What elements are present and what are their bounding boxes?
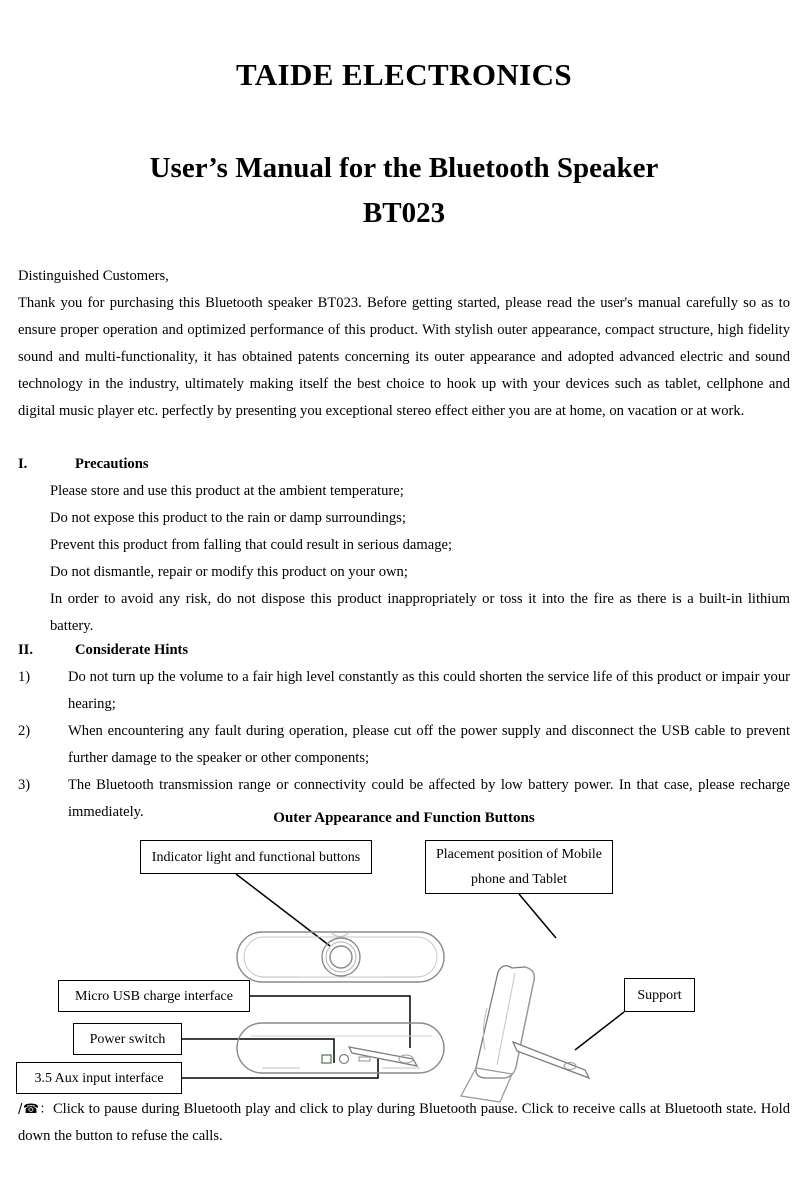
precaution-line: Please store and use this product at the ambient temperature; (50, 483, 404, 499)
list-text: Do not turn up the volume to a fair high level constantly as this could shorten the service life of this product or impair your hearing; (68, 669, 790, 712)
callout-support (624, 978, 695, 1012)
section-heading (18, 451, 790, 478)
list-marker: 1) (18, 669, 31, 685)
leader-line-support (575, 1012, 624, 1050)
callout-label: Power switch (89, 1031, 166, 1047)
speaker-3d-base (461, 1068, 512, 1102)
callout-micro-usb (58, 980, 250, 1012)
speaker-body-inner (244, 937, 437, 977)
callout-aux-input (16, 1062, 182, 1094)
list-item (18, 664, 790, 718)
precaution-line: Do not expose this product to the rain or damp surroundings; (50, 510, 406, 526)
document-title-line2: BT023 (362, 197, 446, 229)
precaution-line: Prevent this product from falling that could result in serious damage; (50, 537, 453, 553)
intro-paragraph: Thank you for purchasing this Bluetooth speaker BT023. Before getting started, please read the user's manual carefully so as to ensure proper operation and optimized performance of this product. With stylish outer appearance, compact structure, high fidelity sound and multi-functionality, it has obtained patents concerning its outer appearance and adopted advanced electric and sound technology in the industry, ultimately making itself the best choice to hook up with your devices such as tablet, cellphone and digital music player etc. perfectly by presenting you exceptional stereo effect either you are at home, on vacation or at work. (18, 295, 790, 419)
precaution-line: In order to avoid any risk, do not dispose this product inappropriately or toss it into the fire as there is a built-in lithium battery. (50, 591, 790, 634)
speaker-body-outline (237, 932, 444, 982)
section-numeral: II. (18, 642, 34, 658)
footnote-text: Click to pause during Bluetooth play and click to play during Bluetooth pause. Click to receive calls at Bluetooth state. Hold down the button to refuse the calls. (18, 1101, 790, 1144)
product-diagram (0, 810, 808, 1105)
callout-power-switch (73, 1023, 182, 1055)
callout-label-line2: phone and Tablet (471, 872, 567, 887)
callout-label: 3.5 Aux input interface (34, 1070, 164, 1086)
section-numeral: I. (18, 456, 28, 472)
diagram-illustration (0, 810, 808, 1105)
callout-label: Support (637, 987, 682, 1003)
document-title-line1: User’s Manual for the Bluetooth Speaker (149, 152, 659, 184)
section-title: Considerate Hints (75, 642, 189, 658)
section-considerate-hints (18, 637, 790, 826)
speaker-perspective-view (461, 966, 589, 1102)
list-text: The Bluetooth transmission range or connectivity could be affected by low battery power. In that case, please recharge immediately. (68, 777, 790, 820)
diagram-title: Outer Appearance and Function Buttons (273, 810, 535, 826)
callout-label-line1: Placement position of Mobile (435, 847, 603, 862)
callout-label: Indicator light and functional buttons (151, 849, 361, 865)
list-item (18, 718, 790, 772)
center-button-inner (330, 946, 352, 968)
speaker-bottom-view (237, 1023, 444, 1073)
callout-placement-position (425, 840, 613, 894)
micro-usb-port (322, 1055, 331, 1063)
speaker-3d-side-edge (505, 967, 534, 1078)
document-title (0, 146, 808, 236)
section-precautions (18, 451, 790, 640)
leader-line-power (182, 1039, 334, 1063)
precaution-line: Do not dismantle, repair or modify this product on your own; (50, 564, 408, 580)
speaker-3d-seam (497, 973, 515, 1065)
section-title: Precautions (75, 456, 149, 472)
list-text: When encountering any fault during operation, please cut off the power supply and disconnect the USB cable to prevent further damage to the speaker or other components; (68, 723, 790, 766)
leader-line-microusb (250, 996, 410, 1048)
speaker-top-view (237, 932, 444, 982)
telephone-handset-icon: /☎： (18, 1102, 53, 1117)
power-switch-port (359, 1057, 370, 1061)
list-marker: 3) (18, 777, 31, 793)
intro-block (18, 263, 790, 425)
hints-list (18, 664, 790, 826)
callout-label: Micro USB charge interface (75, 988, 233, 1004)
precaution-list (18, 478, 790, 640)
callout-indicator-light (140, 840, 372, 874)
leader-line-placement (519, 894, 556, 938)
list-marker: 2) (18, 723, 31, 739)
salutation: Distinguished Customers, (18, 268, 169, 284)
section-heading (18, 637, 790, 664)
center-button-outer (322, 938, 360, 976)
company-title: TAIDE ELECTRONICS (235, 57, 573, 92)
aux-port (340, 1055, 349, 1064)
